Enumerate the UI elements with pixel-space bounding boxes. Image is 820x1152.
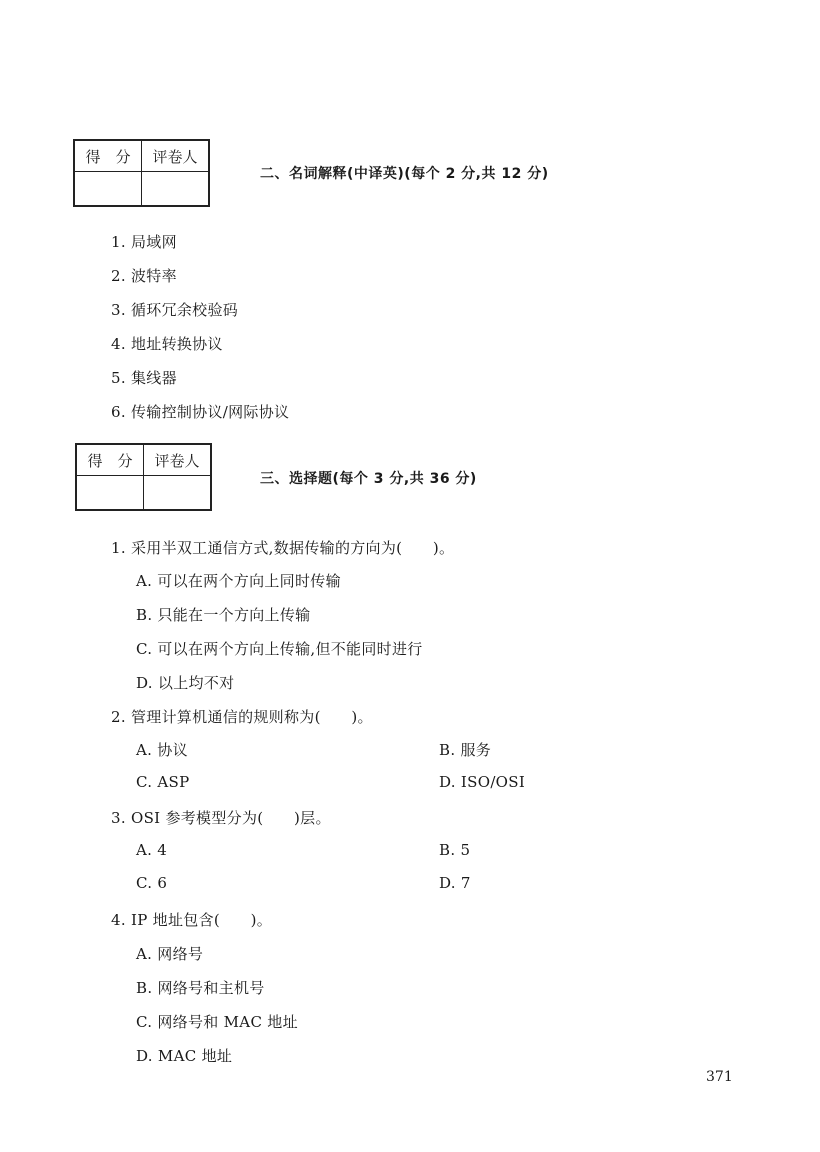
section2-item-6: 6. 传输控制协议/网际协议 xyxy=(111,403,290,421)
section2-item-2: 2. 波特率 xyxy=(111,267,177,285)
score-label: 得 分 xyxy=(76,444,144,476)
section2-item-4: 4. 地址转换协议 xyxy=(111,335,223,353)
score-cell[interactable] xyxy=(76,476,144,511)
q2-option-c: C. ASP xyxy=(136,773,190,791)
section2-item-5: 5. 集线器 xyxy=(111,369,177,387)
page-number: 371 xyxy=(706,1069,733,1085)
q2-stem: 2. 管理计算机通信的规则称为( )。 xyxy=(111,708,373,726)
section3-title: 三、选择题(每个 3 分,共 36 分) xyxy=(260,471,477,487)
q4-option-a: A. 网络号 xyxy=(136,945,204,963)
score-box-section3 xyxy=(75,443,212,511)
q1-option-c: C. 可以在两个方向上传输,但不能同时进行 xyxy=(136,640,423,658)
section2-item-3: 3. 循环冗余校验码 xyxy=(111,301,239,319)
score-label: 得 分 xyxy=(74,140,142,172)
q1-stem: 1. 采用半双工通信方式,数据传输的方向为( )。 xyxy=(111,539,455,557)
q4-option-c: C. 网络号和 MAC 地址 xyxy=(136,1013,298,1031)
score-box-section2 xyxy=(73,139,210,207)
q2-option-b: B. 服务 xyxy=(439,741,492,759)
q1-option-d: D. 以上均不对 xyxy=(136,674,235,692)
q4-option-b: B. 网络号和主机号 xyxy=(136,979,265,997)
grader-label: 评卷人 xyxy=(144,444,212,476)
q2-option-a: A. 协议 xyxy=(136,741,188,759)
q2-option-d: D. ISO/OSI xyxy=(439,773,526,791)
grader-label: 评卷人 xyxy=(142,140,210,172)
q1-option-b: B. 只能在一个方向上传输 xyxy=(136,606,311,624)
grader-cell[interactable] xyxy=(144,476,212,511)
grader-cell[interactable] xyxy=(142,172,210,207)
q1-option-a: A. 可以在两个方向上同时传输 xyxy=(136,572,341,590)
q3-option-b: B. 5 xyxy=(439,841,471,859)
section2-title: 二、名词解释(中译英)(每个 2 分,共 12 分) xyxy=(260,166,549,182)
q4-option-d: D. MAC 地址 xyxy=(136,1047,233,1065)
q3-option-c: C. 6 xyxy=(136,874,168,892)
score-cell[interactable] xyxy=(74,172,142,207)
q3-option-a: A. 4 xyxy=(136,841,168,859)
q3-option-d: D. 7 xyxy=(439,874,471,892)
q4-stem: 4. IP 地址包含( )。 xyxy=(111,911,273,929)
q3-stem: 3. OSI 参考模型分为( )层。 xyxy=(111,809,331,827)
section2-item-1: 1. 局域网 xyxy=(111,233,177,251)
